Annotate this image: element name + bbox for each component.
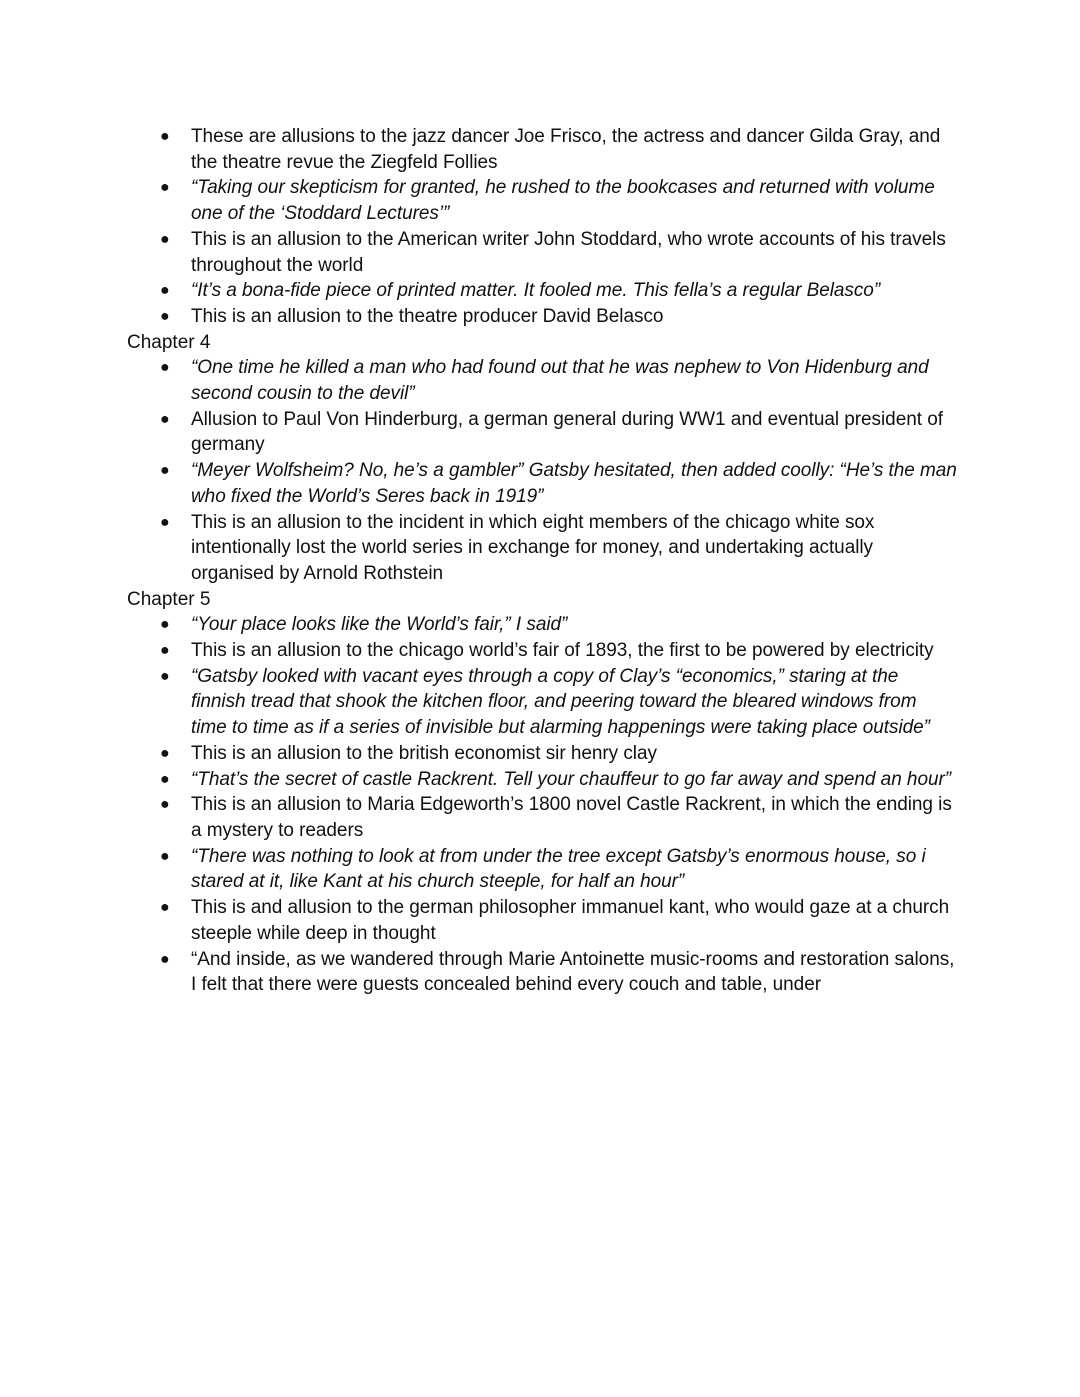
bullet-icon: ● — [160, 847, 170, 865]
list-item-text: “Your place looks like the World’s fair,” I said” — [191, 614, 568, 636]
note-list-item — [127, 741, 957, 767]
quote-list-item — [127, 612, 957, 638]
bullet-icon: ● — [160, 950, 170, 968]
quote-list-item — [127, 278, 957, 304]
quote-list-item — [127, 458, 957, 509]
list-item-text: This is an allusion to the theatre producer David Belasco — [191, 305, 664, 327]
bullet-icon: ● — [160, 616, 170, 634]
note-list-item — [127, 895, 957, 946]
list-item-text: These are allusions to the jazz dancer Joe Frisco, the actress and dancer Gilda Gray, and the theatre revue the Ziegfeld Follies — [191, 126, 941, 173]
note-list-item — [127, 124, 957, 175]
list-item-text: “Gatsby looked with vacant eyes through a copy of Clay’s “economics,” staring at the finnish tread that shook the kitchen floor, and peering toward the bleared windows from time to time as if a series of invisible but alarming happenings were taking place outside” — [191, 665, 930, 739]
bullet-icon: ● — [160, 179, 170, 197]
note-list-item — [127, 510, 957, 587]
quote-list-item — [127, 664, 957, 741]
list-item-text: This is an allusion to the American writer John Stoddard, who wrote accounts of his travels throughout the world — [191, 228, 946, 276]
bullet-icon: ● — [160, 770, 170, 788]
bullet-icon: ● — [160, 230, 170, 248]
list-item-text: “One time he killed a man who had found out that he was nephew to Von Hidenburg and second cousin to the devil” — [191, 357, 929, 405]
bullet-icon: ● — [160, 282, 170, 300]
note-list-item — [127, 227, 957, 278]
note-list-item — [127, 947, 957, 998]
list-item-text: “And inside, as we wandered through Marie Antoinette music-rooms and restoration salons, I felt that there were guests concealed behind every couch and table, under — [191, 948, 955, 996]
bullet-list — [127, 124, 957, 330]
note-list-item — [127, 407, 957, 458]
bullet-list — [127, 355, 957, 586]
bullet-icon: ● — [160, 513, 170, 531]
bullet-icon: ● — [160, 410, 170, 428]
notes-body — [127, 124, 957, 998]
bullet-icon: ● — [160, 642, 170, 660]
chapter-heading: Chapter 4 — [127, 331, 211, 353]
bullet-icon: ● — [160, 307, 170, 325]
list-item-text: “That’s the secret of castle Rackrent. Tell your chauffeur to go far away and spend an hour” — [191, 768, 952, 790]
bullet-list — [127, 612, 957, 998]
bullet-icon: ● — [160, 796, 170, 814]
quote-list-item — [127, 355, 957, 406]
list-item-text: “It’s a bona-fide piece of printed matter. It fooled me. This fella’s a regular Belasco” — [191, 280, 881, 302]
chapter-heading: Chapter 5 — [127, 588, 211, 610]
bullet-icon: ● — [160, 359, 170, 377]
list-item-text: This is an allusion to the british economist sir henry clay — [191, 742, 657, 764]
list-item-text: “There was nothing to look at from under the tree except Gatsby’s enormous house, so i stared at it, like Kant at his church steeple, for half an hour” — [191, 845, 926, 893]
note-list-item — [127, 792, 957, 843]
list-item-text: This is an allusion to the chicago world’s fair of 1893, the first to be powered by electricity — [191, 640, 934, 662]
quote-list-item — [127, 844, 957, 895]
list-item-text: Allusion to Paul Von Hinderburg, a german general during WW1 and eventual president of germany — [191, 408, 943, 456]
bullet-icon: ● — [160, 744, 170, 762]
bullet-icon: ● — [160, 899, 170, 917]
list-item-text: This is an allusion to the incident in which eight members of the chicago white sox intentionally lost the world series in exchange for money, and undertaking actually organised by Arnold Rothstein — [191, 511, 875, 584]
bullet-icon: ● — [160, 667, 170, 685]
quote-list-item — [127, 767, 957, 793]
list-item-text: “Taking our skepticism for granted, he rushed to the bookcases and returned with volume one of the ‘Stoddard Lectures’” — [191, 177, 935, 225]
note-list-item — [127, 304, 957, 330]
bullet-icon: ● — [160, 462, 170, 480]
bullet-icon: ● — [160, 128, 170, 145]
list-item-text: This is an allusion to Maria Edgeworth’s 1800 novel Castle Rackrent, in which the ending is a mystery to readers — [191, 794, 952, 841]
note-list-item — [127, 638, 957, 664]
quote-list-item — [127, 175, 957, 226]
list-item-text: This is and allusion to the german philosopher immanuel kant, who would gaze at a church steeple while deep in thought — [191, 897, 950, 944]
list-item-text: “Meyer Wolfsheim? No, he’s a gambler” Gatsby hesitated, then added coolly: “He’s the man who fixed the World’s Seres back in 1919” — [191, 460, 957, 507]
